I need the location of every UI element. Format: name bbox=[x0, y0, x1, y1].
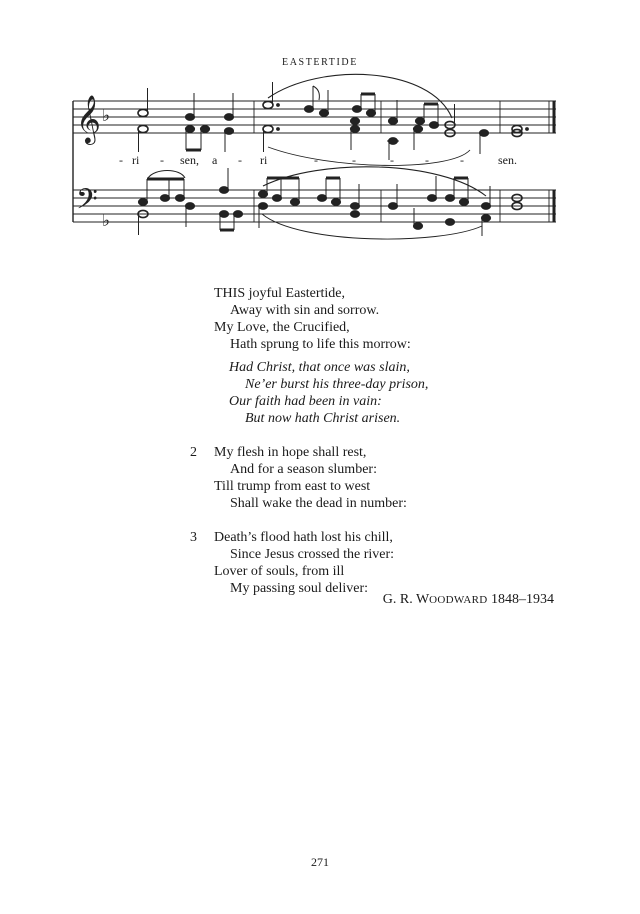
lyric-syllable: a bbox=[212, 153, 218, 167]
verse-line: My Love, the Crucified, bbox=[214, 320, 350, 335]
refrain bbox=[214, 359, 428, 427]
lyric-syllable: - bbox=[119, 153, 123, 167]
lyric-syllable: - bbox=[352, 153, 356, 167]
verse-line: Shall wake the dead in number: bbox=[230, 496, 407, 511]
page-number: 271 bbox=[311, 855, 329, 869]
lyric-syllable: sen, bbox=[180, 153, 199, 167]
section-heading: EASTERTIDE bbox=[282, 57, 358, 68]
lyric-syllable: sen. bbox=[498, 153, 517, 167]
lyric-syllable: - bbox=[390, 153, 394, 167]
bass-clef-icon: 𝄢 bbox=[76, 183, 98, 223]
verse-line: My flesh in hope shall rest, bbox=[214, 445, 367, 460]
flat-icon: ♭ bbox=[102, 211, 111, 231]
refrain-line: Ne’er burst his three-day prison, bbox=[245, 377, 429, 392]
verse-line: Till trump from east to west bbox=[214, 479, 371, 494]
verse-line: Since Jesus crossed the river: bbox=[230, 547, 395, 562]
lyric-syllable: - bbox=[314, 153, 318, 167]
verse-number: 2 bbox=[190, 445, 197, 460]
verse-line: Death’s flood hath lost his chill, bbox=[214, 530, 393, 545]
author-name-rest: OODWARD bbox=[429, 594, 488, 606]
verse-line: Away with sin and sorrow. bbox=[230, 303, 380, 318]
lyric-syllable: - bbox=[238, 153, 242, 167]
lyric-syllable: ri bbox=[132, 153, 140, 167]
verse-number: 3 bbox=[190, 530, 197, 545]
author-credit bbox=[383, 592, 554, 608]
verse-line: Hath sprung to life this morrow: bbox=[230, 337, 411, 352]
author-initials: G. R. bbox=[382, 592, 416, 607]
refrain-line: But now hath Christ arisen. bbox=[245, 411, 401, 426]
stanza-2 bbox=[190, 444, 428, 512]
refrain-line: Our faith had been in vain: bbox=[229, 394, 382, 409]
lyric-syllable: - bbox=[460, 153, 464, 167]
verse-line: My passing soul deliver: bbox=[230, 581, 369, 596]
stanza-1 bbox=[214, 285, 428, 353]
verse-line: And for a season slumber: bbox=[230, 462, 377, 477]
flat-icon: ♭ bbox=[102, 106, 111, 126]
verse-line: Lover of souls, from ill bbox=[214, 564, 345, 579]
lyric-syllable: - bbox=[425, 153, 429, 167]
treble-clef-icon: 𝄞 bbox=[76, 94, 101, 143]
lyric-syllable: ri bbox=[260, 153, 268, 167]
lyric-syllable: - bbox=[160, 153, 164, 167]
verse-line: THIS joyful Eastertide, bbox=[214, 286, 346, 301]
refrain-line: Had Christ, that once was slain, bbox=[229, 360, 410, 375]
author-name-initial: W bbox=[415, 592, 430, 607]
stanza-3 bbox=[190, 529, 428, 597]
hymn-text bbox=[190, 285, 429, 597]
author-dates: 1848–1934 bbox=[487, 592, 554, 607]
music-lyrics bbox=[0, 0, 640, 200]
